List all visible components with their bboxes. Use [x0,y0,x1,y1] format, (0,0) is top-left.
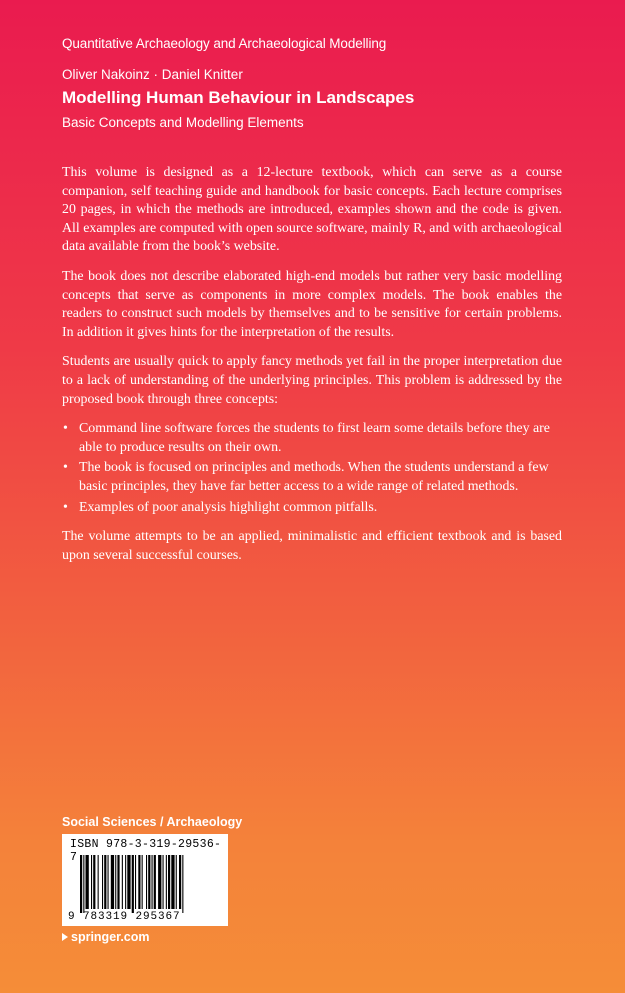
publisher-url: springer.com [71,930,150,944]
barcode-bar [93,855,95,909]
subject-category: Social Sciences / Archaeology [62,815,243,829]
concept-list [62,420,562,517]
barcode-bar [80,855,82,913]
barcode-bar [168,855,170,909]
list-item-text: The book is focused on principles and methods. When the students understand a few basic principles, they have far better access to a wide range of related methods. [79,460,549,494]
isbn-barcode [62,834,228,926]
blurb-paragraph: The book does not describe elaborated high-end models but rather very basic modelling concepts that serve as components in more complex models. The book enables the readers to construct such models by themselves and to be sensitive for certain problems. In addition it gives hints for the interpretation of the results. [62,268,562,340]
isbn-number: ISBN 978-3-319-29536-7 [70,838,222,864]
book-subtitle: Basic Concepts and Modelling Elements [62,115,304,130]
barcode-bar [111,855,114,909]
barcode-bar [163,855,164,909]
barcode-bar [179,855,181,909]
barcode-bar [158,855,161,909]
barcode-bar [152,855,153,909]
list-item [62,499,562,518]
blurb [62,164,562,576]
barcode-bar [146,855,147,909]
bullet-icon: • [63,421,68,437]
barcode-bar [83,855,84,913]
bullet-icon: • [63,460,68,476]
barcode-bar [132,855,134,913]
blurb-paragraph: Students are usually quick to apply fancy methods yet fail in the proper interpretation due to a lack of understanding of the underlying principles. This problem is addressed by the proposed book through three concepts: [62,354,562,407]
barcode-bar [166,855,167,909]
barcode-bar [122,855,123,909]
arrow-right-icon [62,933,68,941]
barcode-bar [102,855,103,909]
bullet-icon: • [63,499,68,515]
authors: Oliver Nakoinz · Daniel Knitter [62,67,243,82]
list-item [62,459,562,496]
barcode-bar [127,855,130,909]
book-title: Modelling Human Behaviour in Landscapes [62,88,415,107]
barcode-bar [142,855,143,909]
list-item-text: Examples of poor analysis highlight common pitfalls. [79,499,378,515]
blurb-paragraph: This volume is designed as a 12-lecture textbook, which can serve as a course companion, self teaching guide and handbook for basic concepts. Each lecture comprises 20 pages, in which the methods are introduced, examples shown and the code is given. All examples are computed with open source software, mainly R, and with archaeological data available from the book’s website. [62,165,562,255]
barcode-digits: 9 783319 295367 [68,911,181,923]
barcode-bar [91,855,92,909]
barcode-bar [115,855,116,909]
list-item [62,420,562,457]
barcode-bar [176,855,177,909]
barcode-bar [148,855,150,909]
barcode-bar [108,855,109,909]
barcode-bar [138,855,140,909]
barcode-bar [171,855,174,909]
barcode-bar [98,855,99,909]
barcode-bar [135,855,136,909]
barcode-bar [104,855,106,909]
publisher-link[interactable] [62,930,150,944]
barcode-bar [117,855,119,909]
barcode-bar [125,855,126,909]
list-item-text: Command line software forces the students to first learn some details before they are able to produce results on their own. [79,421,550,455]
barcode-bar [86,855,89,909]
barcode-bar [182,855,183,913]
blurb-closing: The volume attempts to be an applied, minimalistic and efficient textbook and is based upon several successful courses. [62,529,562,563]
series-title: Quantitative Archaeology and Archaeological Modelling [62,36,387,51]
barcode-bar [154,855,156,909]
